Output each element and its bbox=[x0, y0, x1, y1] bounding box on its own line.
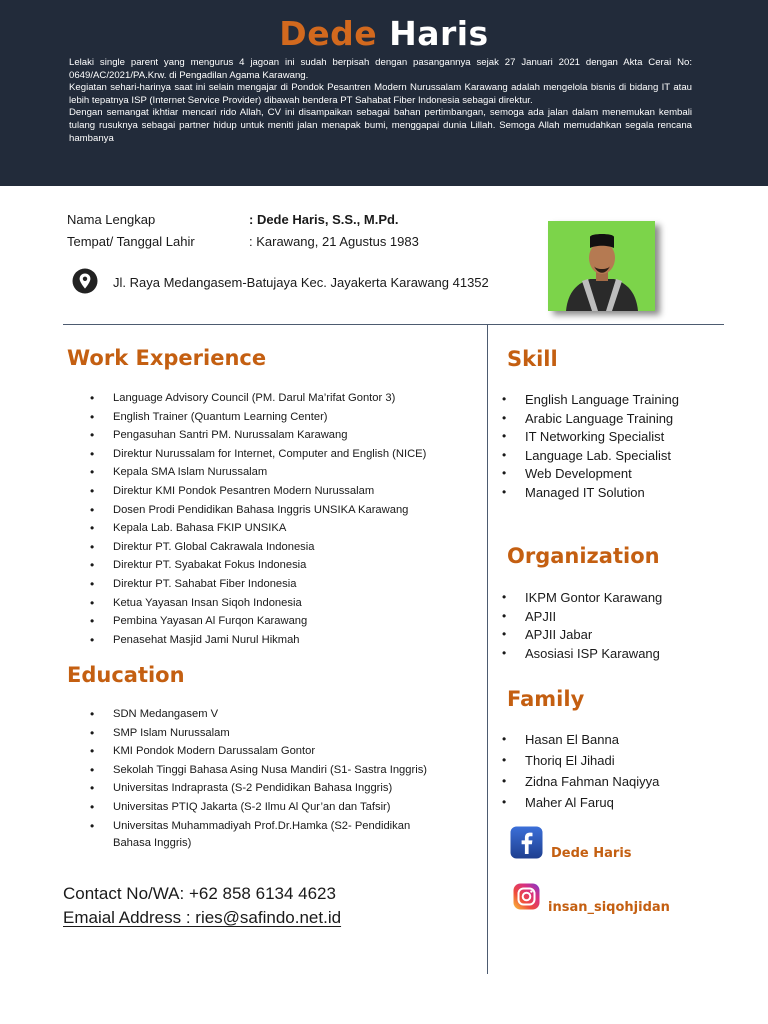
list-item: • Zidna Fahman Naqiyya bbox=[502, 773, 659, 794]
facebook-handle[interactable]: Dede Haris bbox=[551, 846, 632, 861]
list-item: • Direktur PT. Global Cakrawala Indonesia bbox=[90, 539, 426, 558]
list-item: • Kepala SMA Islam Nurussalam bbox=[90, 464, 426, 483]
work-experience-list bbox=[90, 390, 426, 650]
bio-paragraph: Dengan semangat ikhtiar mencari rido Allah, CV ini disampaikan sebagai bahan pertimbangan, semoga ada jalan dalam menemukan kembali tulang rusuknya sebagai partner hidup untuk meniti jalan menapak bumi, menggapai dunia Lillah. Semoga Allah memudahkan segala rencana hambanya bbox=[69, 107, 692, 144]
family-heading: Family bbox=[507, 687, 585, 711]
family-list bbox=[502, 731, 659, 815]
list-item: • Direktur PT. Syabakat Fokus Indonesia bbox=[90, 557, 426, 576]
list-item: • Managed IT Solution bbox=[502, 484, 679, 503]
list-item: • Asosiasi ISP Karawang bbox=[502, 645, 662, 664]
list-item: • Ketua Yayasan Insan Siqoh Indonesia bbox=[90, 595, 426, 614]
bio-text bbox=[69, 57, 692, 145]
list-item: • Sekolah Tinggi Bahasa Asing Nusa Mandiri (S1- Sastra Inggris) bbox=[90, 762, 440, 781]
skill-heading: Skill bbox=[507, 347, 558, 371]
list-item: • Kepala Lab. Bahasa FKIP UNSIKA bbox=[90, 520, 426, 539]
full-name-value: : Dede Haris, S.S., M.Pd. bbox=[249, 212, 399, 227]
birth-label: Tempat/ Tanggal Lahir bbox=[67, 234, 195, 249]
list-item: • Universitas Muhammadiyah Prof.Dr.Hamka (S2- Pendidikan Bahasa Inggris) bbox=[90, 818, 440, 854]
profile-photo bbox=[548, 221, 655, 311]
list-item: • Pembina Yayasan Al Furqon Karawang bbox=[90, 613, 426, 632]
bio-paragraph: Kegiatan sehari-harinya saat ini selain mengajar di Pondok Pesantren Modern Nurussalam Karawang adalah mengelola bisnis di bidang IT atau lebih tepatnya ISP (Internet Service Provider) dibawah bendera PT Sahabat Fiber Indonesia sebagai direktur. bbox=[69, 82, 692, 106]
list-item: • Dosen Prodi Pendidikan Bahasa Inggris UNSIKA Karawang bbox=[90, 502, 426, 521]
address-text: Jl. Raya Medangasem-Batujaya Kec. Jayakerta Karawang 41352 bbox=[113, 275, 489, 290]
list-item: • Universitas Indraprasta (S-2 Pendidikan Bahasa Inggris) bbox=[90, 780, 440, 799]
organization-heading: Organization bbox=[507, 544, 660, 568]
list-item: • Web Development bbox=[502, 465, 679, 484]
list-item: • Direktur Nurussalam for Internet, Computer and English (NICE) bbox=[90, 446, 426, 465]
list-item: • Pengasuhan Santri PM. Nurussalam Karawang bbox=[90, 427, 426, 446]
list-item: • APJII Jabar bbox=[502, 626, 662, 645]
horizontal-divider bbox=[63, 324, 724, 325]
page-title bbox=[0, 14, 768, 53]
list-item: • Language Advisory Council (PM. Darul Ma’rifat Gontor 3) bbox=[90, 390, 426, 409]
list-item: • IKPM Gontor Karawang bbox=[502, 589, 662, 608]
header-banner bbox=[0, 0, 768, 186]
vertical-divider bbox=[487, 324, 488, 974]
education-heading: Education bbox=[67, 663, 185, 687]
list-item: • SDN Medangasem V bbox=[90, 706, 440, 725]
facebook-icon[interactable] bbox=[510, 826, 543, 859]
list-item: • SMP Islam Nurussalam bbox=[90, 725, 440, 744]
list-item: • Arabic Language Training bbox=[502, 410, 679, 429]
organization-list bbox=[502, 589, 662, 664]
list-item: • Universitas PTIQ Jakarta (S-2 Ilmu Al Qur’an dan Tafsir) bbox=[90, 799, 440, 818]
location-pin-icon bbox=[72, 268, 98, 294]
contact-email: Emaial Address : ries@safindo.net.id bbox=[63, 908, 342, 927]
instagram-handle[interactable]: insan_siqohjidan bbox=[548, 900, 670, 915]
education-list bbox=[90, 706, 440, 854]
contact-phone: Contact No/WA: +62 858 6134 4623 bbox=[63, 884, 336, 903]
list-item: • Direktur KMI Pondok Pesantren Modern Nurussalam bbox=[90, 483, 426, 502]
skill-list bbox=[502, 391, 679, 502]
list-item: • Penasehat Masjid Jami Nurul Hikmah bbox=[90, 632, 426, 651]
list-item: • Thoriq El Jihadi bbox=[502, 752, 659, 773]
bio-paragraph: Lelaki single parent yang mengurus 4 jagoan ini sudah berpisah dengan pasangannya sejak 27 Januari 2021 dengan Akta Cerai No: 0649/AC/2021/PA.Krw. di Pengadilan Agama Karawang. bbox=[69, 57, 692, 81]
list-item: • English Trainer (Quantum Learning Center) bbox=[90, 409, 426, 428]
profile-photo-illustration bbox=[548, 221, 655, 311]
first-name: Dede bbox=[279, 14, 378, 53]
list-item: • Hasan El Banna bbox=[502, 731, 659, 752]
list-item: • Maher Al Faruq bbox=[502, 794, 659, 815]
birth-value: : Karawang, 21 Agustus 1983 bbox=[249, 234, 419, 249]
list-item: • KMI Pondok Modern Darussalam Gontor bbox=[90, 743, 440, 762]
last-name: Haris bbox=[389, 14, 489, 53]
list-item: • English Language Training bbox=[502, 391, 679, 410]
full-name-label: Nama Lengkap bbox=[67, 212, 156, 227]
list-item: • APJII bbox=[502, 608, 662, 627]
instagram-icon[interactable] bbox=[513, 883, 540, 910]
list-item: • IT Networking Specialist bbox=[502, 428, 679, 447]
work-experience-heading: Work Experience bbox=[67, 346, 267, 370]
list-item: • Direktur PT. Sahabat Fiber Indonesia bbox=[90, 576, 426, 595]
list-item: • Language Lab. Specialist bbox=[502, 447, 679, 466]
